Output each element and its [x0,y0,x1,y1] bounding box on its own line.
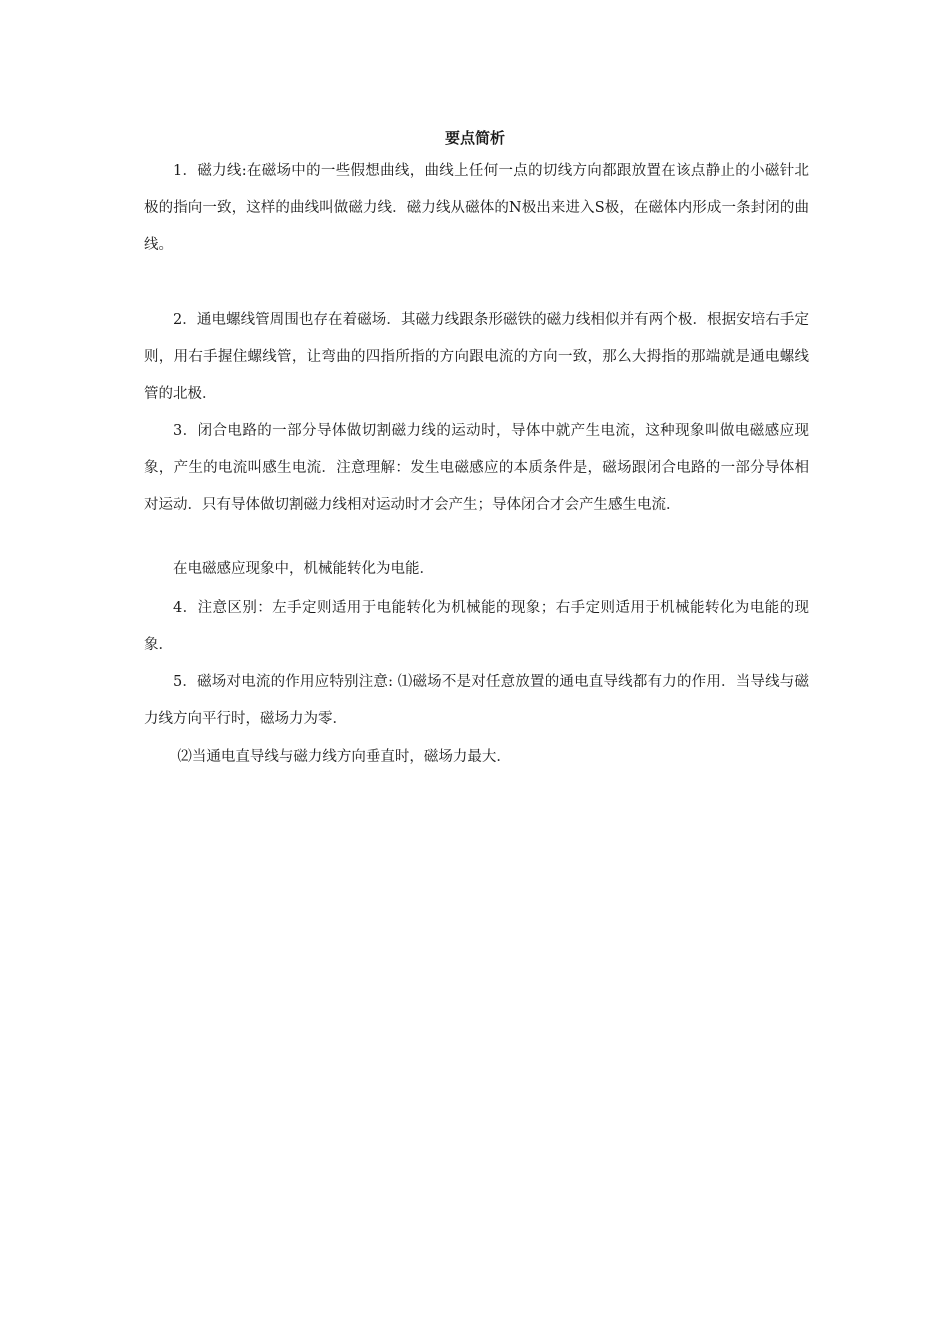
paragraph-perpendicular-force: ⑵当通电直导线与磁力线方向垂直时，磁场力最大． [177,749,511,765]
paragraph-magnetic-field-lines: 1．磁力线:在磁场中的一些假想曲线，曲线上任何一点的切线方向都跟放置在该点静止的小磁针北极的指向一致，这样的曲线叫做磁力线．磁力线从磁体的N极出来进入S极，在磁体内形成一条封闭的曲线。 [144,163,809,253]
paragraph-energy-conversion: 在电磁感应现象中，机械能转化为电能． [173,561,434,577]
paragraph-solenoid: 2．通电螺线管周围也存在着磁场．其磁力线跟条形磁铁的磁力线相似并有两个极．根据安培右手定则，用右手握住螺线管，让弯曲的四指所指的方向跟电流的方向一致，那么大拇指的那端就是通电螺线管的北极． [144,312,809,402]
document-title: 要点简析 [444,129,505,147]
paragraph-electromagnetic-induction: 3．闭合电路的一部分导体做切割磁力线的运动时，导体中就产生电流，这种现象叫做电磁感应现象，产生的电流叫感生电流．注意理解：发生电磁感应的本质条件是，磁场跟闭合电路的一部分导体相对运动．只有导体做切割磁力线相对运动时才会产生；导体闭合才会产生感生电流． [144,423,809,513]
paragraph-force-on-current: 5．磁场对电流的作用应特别注意: ⑴磁场不是对任意放置的通电直导线都有力的作用．当导线与磁力线方向平行时，磁场力为零． [144,674,809,727]
paragraph-hand-rules: 4．注意区别：左手定则适用于电能转化为机械能的现象；右手定则适用于机械能转化为电能的现象． [144,600,809,653]
